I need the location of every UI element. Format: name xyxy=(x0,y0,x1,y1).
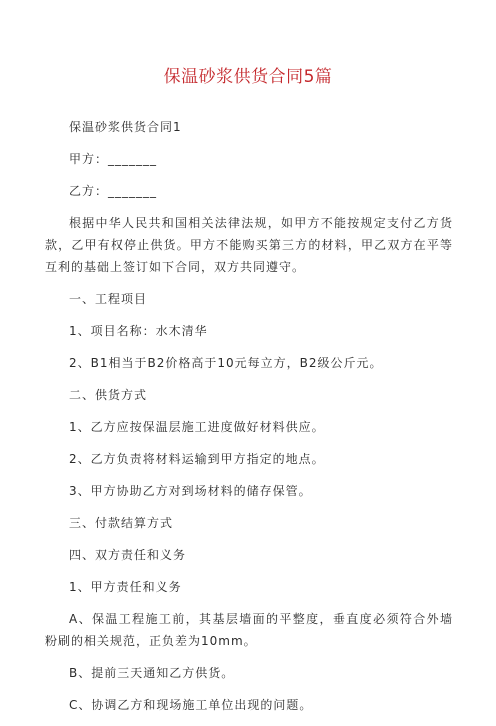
duty-item-a: A、保温工程施工前，其基层墙面的平整度，垂直度必须符合外墙粉刷的相关规范，正负差为10mm。 xyxy=(45,612,453,648)
party-a-line: 甲方：_______ xyxy=(69,152,158,166)
document-body xyxy=(45,116,453,726)
duty-item-c: C、协调乙方和现场施工单位出现的问题。 xyxy=(69,698,313,712)
supply-item-3: 3、甲方协助乙方对到场材料的储存保管。 xyxy=(69,484,312,498)
supply-item-2: 2、乙方负责将材料运输到甲方指定的地点。 xyxy=(69,452,325,466)
contract-heading: 保温砂浆供货合同1 xyxy=(69,120,182,134)
section-heading-supply: 二、供货方式 xyxy=(69,388,148,402)
section-heading-project: 一、工程项目 xyxy=(69,292,148,306)
section-heading-duties: 四、双方责任和义务 xyxy=(69,548,187,562)
preamble-paragraph: 根据中华人民共和国相关法律法规，如甲方不能按规定支付乙方货款，乙甲有权停止供货。甲方不能购买第三方的材料，甲乙双方在平等互利的基础上签订如下合同，双方共同遵守。 xyxy=(45,216,453,274)
project-name-item: 1、项目名称：水木清华 xyxy=(69,324,208,338)
supply-item-1: 1、乙方应按保温层施工进度做好材料供应。 xyxy=(69,420,325,434)
party-a-duties-heading: 1、甲方责任和义务 xyxy=(69,580,182,594)
section-heading-payment: 三、付款结算方式 xyxy=(69,516,174,530)
price-item: 2、B1相当于B2价格高于10元每立方，B2级公斤元。 xyxy=(69,356,383,370)
duty-item-b: B、提前三天通知乙方供货。 xyxy=(69,666,235,680)
party-b-line: 乙方：_______ xyxy=(69,184,158,198)
document-title: 保温砂浆供货合同5篇 xyxy=(163,67,333,87)
